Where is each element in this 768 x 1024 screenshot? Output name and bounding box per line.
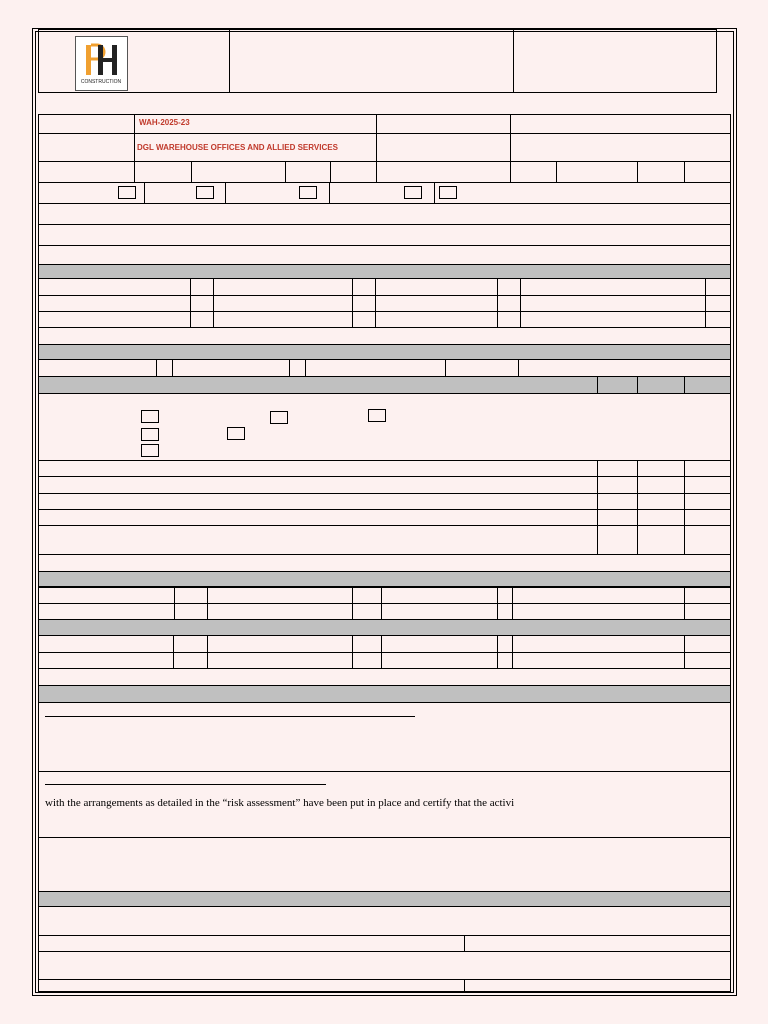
logo-caption: CONSTRUCTION: [80, 79, 122, 85]
info-cell: [637, 161, 685, 183]
signoff-row: [38, 906, 731, 936]
field-cell[interactable]: [156, 359, 173, 377]
checklist-cell[interactable]: [637, 509, 685, 526]
section-header-band: [38, 685, 731, 703]
checklist-cell[interactable]: [207, 587, 353, 604]
table-header-cell: [597, 376, 638, 394]
checklist-cell[interactable]: [173, 652, 208, 669]
field-cell[interactable]: [289, 359, 306, 377]
checklist-cell[interactable]: [38, 587, 175, 604]
checklist-cell[interactable]: [207, 635, 353, 653]
header-logo-cell: [38, 29, 230, 93]
checklist-cell[interactable]: [684, 635, 731, 653]
field-cell: [172, 359, 290, 377]
checklist-cell[interactable]: [497, 587, 513, 604]
info-cell: [134, 161, 192, 183]
field-label-cell: [376, 114, 511, 134]
info-cell: [285, 161, 331, 183]
section-header-band: [38, 344, 731, 360]
checklist-cell[interactable]: [207, 603, 353, 620]
checklist-cell[interactable]: [38, 460, 598, 477]
field-cell: [518, 359, 731, 377]
checklist-cell[interactable]: [174, 603, 208, 620]
info-cell: [330, 161, 377, 183]
checkbox[interactable]: [404, 186, 422, 199]
checklist-cell[interactable]: [684, 493, 731, 510]
checklist-cell[interactable]: [637, 493, 685, 510]
checklist-cell[interactable]: [684, 525, 731, 555]
checklist-cell[interactable]: [512, 603, 685, 620]
checklist-cell[interactable]: [381, 603, 498, 620]
description-row[interactable]: [38, 245, 731, 265]
checklist-cell[interactable]: [597, 476, 638, 494]
field-label-cell: [38, 114, 135, 134]
signature-line[interactable]: [45, 784, 326, 785]
checklist-cell[interactable]: [684, 509, 731, 526]
field-value-cell[interactable]: [510, 114, 731, 134]
checklist-cell[interactable]: [213, 311, 353, 328]
field-cell: [305, 359, 446, 377]
checklist-cell[interactable]: [352, 311, 376, 328]
checkbox[interactable]: [141, 428, 159, 441]
checkbox[interactable]: [118, 186, 136, 199]
checklist-cell[interactable]: [597, 493, 638, 510]
section-header-band: [38, 264, 731, 279]
checklist-cell[interactable]: [207, 652, 353, 669]
checkbox[interactable]: [196, 186, 214, 199]
header-info-cell: [513, 29, 717, 93]
checklist-cell[interactable]: [190, 311, 214, 328]
remarks-block[interactable]: [38, 837, 731, 892]
checklist-cell[interactable]: [381, 635, 498, 653]
checklist-cell[interactable]: [381, 652, 498, 669]
logo-mark-icon: [76, 37, 127, 90]
checklist-cell[interactable]: [173, 635, 208, 653]
checklist-cell[interactable]: [38, 476, 598, 494]
info-cell: [684, 161, 731, 183]
checklist-cell[interactable]: [38, 509, 598, 526]
field-value-cell[interactable]: [510, 133, 731, 162]
checklist-cell[interactable]: [190, 295, 214, 312]
checkbox[interactable]: [227, 427, 245, 440]
section-header-band: [38, 619, 731, 636]
reference-number: WAH-2025-23: [139, 118, 190, 127]
signoff-cell[interactable]: [464, 935, 731, 952]
checklist-cell[interactable]: [684, 603, 731, 620]
spacer-row: [38, 327, 731, 345]
table-header-band: [38, 376, 598, 394]
checklist-cell[interactable]: [597, 509, 638, 526]
checklist-cell[interactable]: [213, 295, 353, 312]
checklist-cell[interactable]: [520, 295, 706, 312]
checklist-cell[interactable]: [705, 278, 731, 296]
spacer-row: [38, 554, 731, 572]
checklist-cell[interactable]: [38, 493, 598, 510]
checklist-cell[interactable]: [497, 311, 521, 328]
info-cell: [556, 161, 638, 183]
checklist-cell[interactable]: [497, 635, 513, 653]
field-label-cell: [38, 133, 135, 162]
checkbox[interactable]: [270, 411, 288, 424]
checklist-cell[interactable]: [497, 652, 513, 669]
certification-statement: with the arrangements as detailed in the “risk assessment” have been put in place and certify that the activi: [45, 797, 515, 809]
company-logo: [75, 36, 128, 91]
description-row[interactable]: [38, 224, 731, 246]
checklist-cell[interactable]: [213, 278, 353, 296]
checklist-cell[interactable]: [684, 652, 731, 669]
project-name: DGL WAREHOUSE OFFICES AND ALLIED SERVICES: [137, 143, 338, 152]
checklist-cell[interactable]: [705, 295, 731, 312]
spacer-row: [38, 668, 731, 686]
checkbox[interactable]: [299, 186, 317, 199]
checklist-cell[interactable]: [520, 278, 706, 296]
checklist-cell[interactable]: [512, 587, 685, 604]
checkbox[interactable]: [141, 444, 159, 457]
checklist-cell[interactable]: [512, 635, 685, 653]
checklist-cell[interactable]: [352, 587, 382, 604]
section-header-band: [38, 891, 731, 907]
info-cell: [510, 161, 557, 183]
checkbox[interactable]: [141, 410, 159, 423]
checklist-cell[interactable]: [497, 295, 521, 312]
info-cell: [38, 161, 135, 183]
checklist-cell[interactable]: [38, 652, 174, 669]
signoff-cell[interactable]: [464, 979, 731, 992]
signoff-row: [38, 951, 731, 980]
checklist-cell[interactable]: [38, 525, 598, 555]
checklist-cell[interactable]: [38, 635, 174, 653]
checkbox[interactable]: [439, 186, 457, 199]
option-cell: [434, 182, 731, 204]
checklist-cell[interactable]: [375, 295, 498, 312]
checklist-cell[interactable]: [38, 603, 175, 620]
checklist-cell[interactable]: [375, 311, 498, 328]
field-cell: [38, 359, 157, 377]
checklist-cell[interactable]: [637, 525, 685, 555]
header-title-cell: [229, 29, 514, 93]
checklist-cell[interactable]: [705, 311, 731, 328]
description-row[interactable]: [38, 203, 731, 225]
checklist-cell[interactable]: [375, 278, 498, 296]
field-label-cell: [376, 133, 511, 162]
checklist-cell[interactable]: [637, 476, 685, 494]
checklist-cell[interactable]: [38, 311, 191, 328]
checklist-cell[interactable]: [190, 278, 214, 296]
checkbox[interactable]: [368, 409, 386, 422]
checklist-cell[interactable]: [38, 295, 191, 312]
checklist-cell[interactable]: [684, 476, 731, 494]
checklist-cell[interactable]: [637, 460, 685, 477]
checklist-cell[interactable]: [174, 587, 208, 604]
table-header-cell: [684, 376, 731, 394]
checklist-cell[interactable]: [597, 525, 638, 555]
checklist-cell[interactable]: [38, 278, 191, 296]
signoff-cell[interactable]: [38, 979, 465, 992]
checklist-cell[interactable]: [597, 460, 638, 477]
checklist-cell[interactable]: [352, 603, 382, 620]
checklist-cell[interactable]: [684, 460, 731, 477]
checklist-cell[interactable]: [352, 278, 376, 296]
checklist-cell[interactable]: [352, 295, 376, 312]
section-header-band: [38, 571, 731, 587]
info-cell: [376, 161, 511, 183]
checklist-cell[interactable]: [684, 587, 731, 604]
declaration-block: [38, 702, 731, 772]
checklist-cell[interactable]: [520, 311, 706, 328]
checklist-cell[interactable]: [352, 635, 382, 653]
info-cell: [191, 161, 286, 183]
signature-line[interactable]: [45, 716, 415, 717]
checklist-cell[interactable]: [497, 278, 521, 296]
table-header-cell: [637, 376, 685, 394]
checklist-cell[interactable]: [497, 603, 513, 620]
signoff-cell[interactable]: [38, 935, 465, 952]
checklist-cell[interactable]: [381, 587, 498, 604]
checklist-cell[interactable]: [352, 652, 382, 669]
checklist-cell[interactable]: [512, 652, 685, 669]
field-cell: [445, 359, 519, 377]
